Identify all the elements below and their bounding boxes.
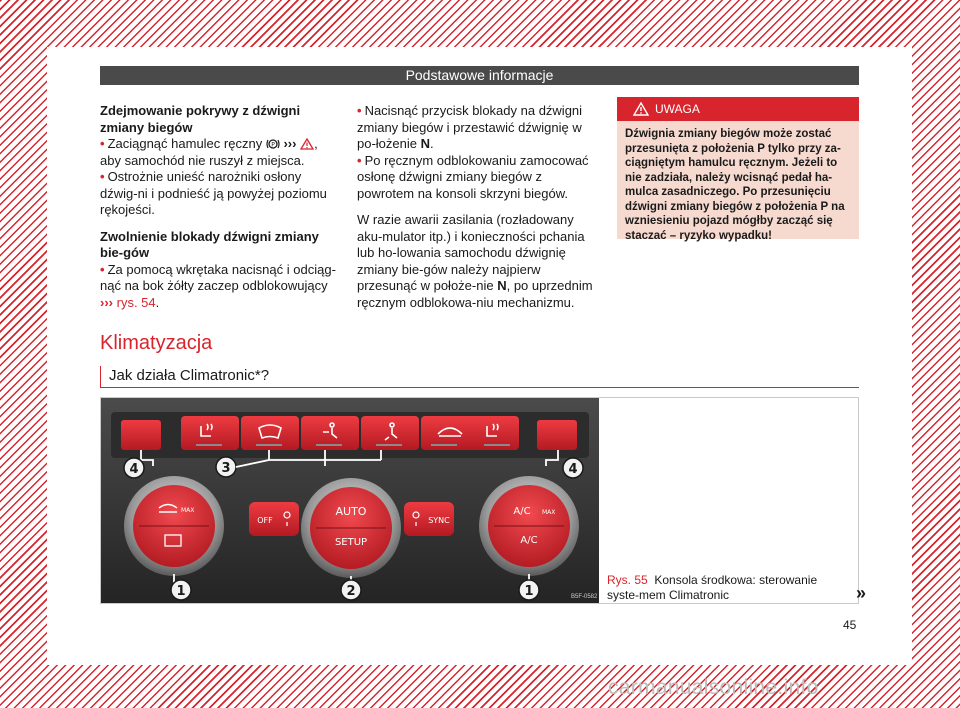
callout-number-4-right — [563, 458, 583, 478]
section-title: Klimatyzacja — [100, 332, 213, 354]
climatronic-panel-figure — [101, 398, 599, 603]
bullet-screwdriver: • Za pomocą wkrętaka nacisnąć i odciąg-nąć na bok żółty zaczep odblokowujący ››› rys. 54. — [100, 261, 336, 310]
svg-text:A/C: A/C — [513, 506, 531, 517]
svg-text:SETUP: SETUP — [334, 537, 368, 548]
bullet-dot: • — [357, 152, 362, 168]
top-left-button — [121, 420, 161, 450]
page-header: Podstawowe informacje — [100, 66, 859, 85]
svg-text:3: 3 — [221, 461, 231, 476]
right-temperature-knob — [479, 476, 579, 576]
callout-number-3 — [216, 457, 236, 477]
column-2 — [357, 103, 600, 311]
figure-caption — [607, 573, 847, 602]
continue-arrow-icon[interactable]: » — [856, 583, 867, 603]
page-number: 45 — [843, 618, 857, 632]
svg-text:2: 2 — [346, 584, 356, 599]
heading-remove-cover: Zdejmowanie pokrywy z dźwigni zmiany biegów — [100, 103, 301, 135]
bullet-lift-cover: • Ostrożnie unieść narożniki osłony dźwig-ni i podnieść ją powyżej poziomu rękojeści. — [100, 169, 327, 217]
figure-caption-text: Konsola środkowa: sterowanie syste-mem Climatronic — [607, 573, 818, 602]
paragraph-power-failure: W razie awarii zasilania (rozładowany aku-mulator itp.) i konieczności pchania lub ho-lowania samochodu dźwignię zmiany bie-gów należy najpierw przesunąć w położe-nie N, po uprzednim ręcznym odblokowa-niu mechanizmu. — [357, 212, 593, 310]
svg-text:4: 4 — [129, 462, 139, 477]
warning-header — [617, 97, 859, 121]
callout-number-2 — [341, 580, 361, 600]
warning-triangle-icon — [633, 102, 649, 116]
left-temperature-knob — [124, 476, 224, 576]
callout-number-1-left — [171, 580, 191, 600]
callout-number-4-left — [124, 458, 144, 478]
bullet-press-lock: • Nacisnąć przycisk blokady na dźwigni zmiany biegów i przestawić dźwignię w po-łożenie N. — [357, 103, 583, 151]
svg-text:MAX: MAX — [181, 507, 195, 514]
svg-text:1: 1 — [176, 584, 186, 599]
warning-text: Dźwignia zmiany biegów może zostać przesunięta z położenia P tylko przy za-ciągniętym hamulcu ręcznym. Jeżeli to nie zadziała, należy wcisnąć pedał ha-mulca zasadniczego. Po przesunięciu dźwigni zmiany biegów z położenia P na wzniesieniu pojazd mógłby zacząć się staczać – ryzyko wypadku! — [625, 128, 845, 242]
warning-title: UWAGA — [655, 102, 700, 116]
bullet-handbrake: • Zaciągnąć hamulec ręczny P ››› , aby samochód nie ruszył z miejsca. — [100, 136, 318, 168]
figure-reference-link[interactable]: rys. 54 — [116, 294, 156, 310]
svg-text:SYNC: SYNC — [428, 516, 450, 525]
svg-text:OFF: OFF — [257, 516, 273, 525]
svg-text:4: 4 — [568, 462, 578, 477]
top-right-button — [537, 420, 577, 450]
heading-release-lock: Zwolnienie blokady dźwigni zmiany bie-gów — [100, 228, 319, 260]
svg-text:A/C: A/C — [520, 535, 538, 546]
figure-code: B5F-0582 — [571, 594, 598, 600]
handbrake-icon — [266, 138, 280, 150]
figure-caption-ref: Rys. 55 — [607, 573, 648, 587]
warning-box — [617, 97, 859, 242]
bullet-dot: • — [357, 103, 362, 118]
svg-text:AUTO: AUTO — [335, 505, 367, 518]
callout-number-1-right — [519, 580, 539, 600]
center-auto-knob — [301, 478, 401, 578]
warning-triangle-icon — [300, 138, 314, 150]
bullet-dot: • — [100, 261, 105, 277]
svg-text:1: 1 — [524, 584, 534, 599]
svg-text:P: P — [271, 141, 275, 149]
bullet-reattach-cover: • Po ręcznym odblokowaniu zamocować osłonę dźwigni zmiany biegów z powrotem na konsoli skrzyni biegów. — [357, 152, 589, 201]
subsection-title: Jak działa Climatronic*? — [100, 366, 859, 388]
bullet-dot: • — [100, 136, 105, 151]
bullet-dot: • — [100, 169, 105, 184]
svg-text:MAX: MAX — [542, 509, 556, 516]
watermark: carmanualsonline.info — [608, 676, 819, 699]
column-1 — [100, 103, 340, 311]
